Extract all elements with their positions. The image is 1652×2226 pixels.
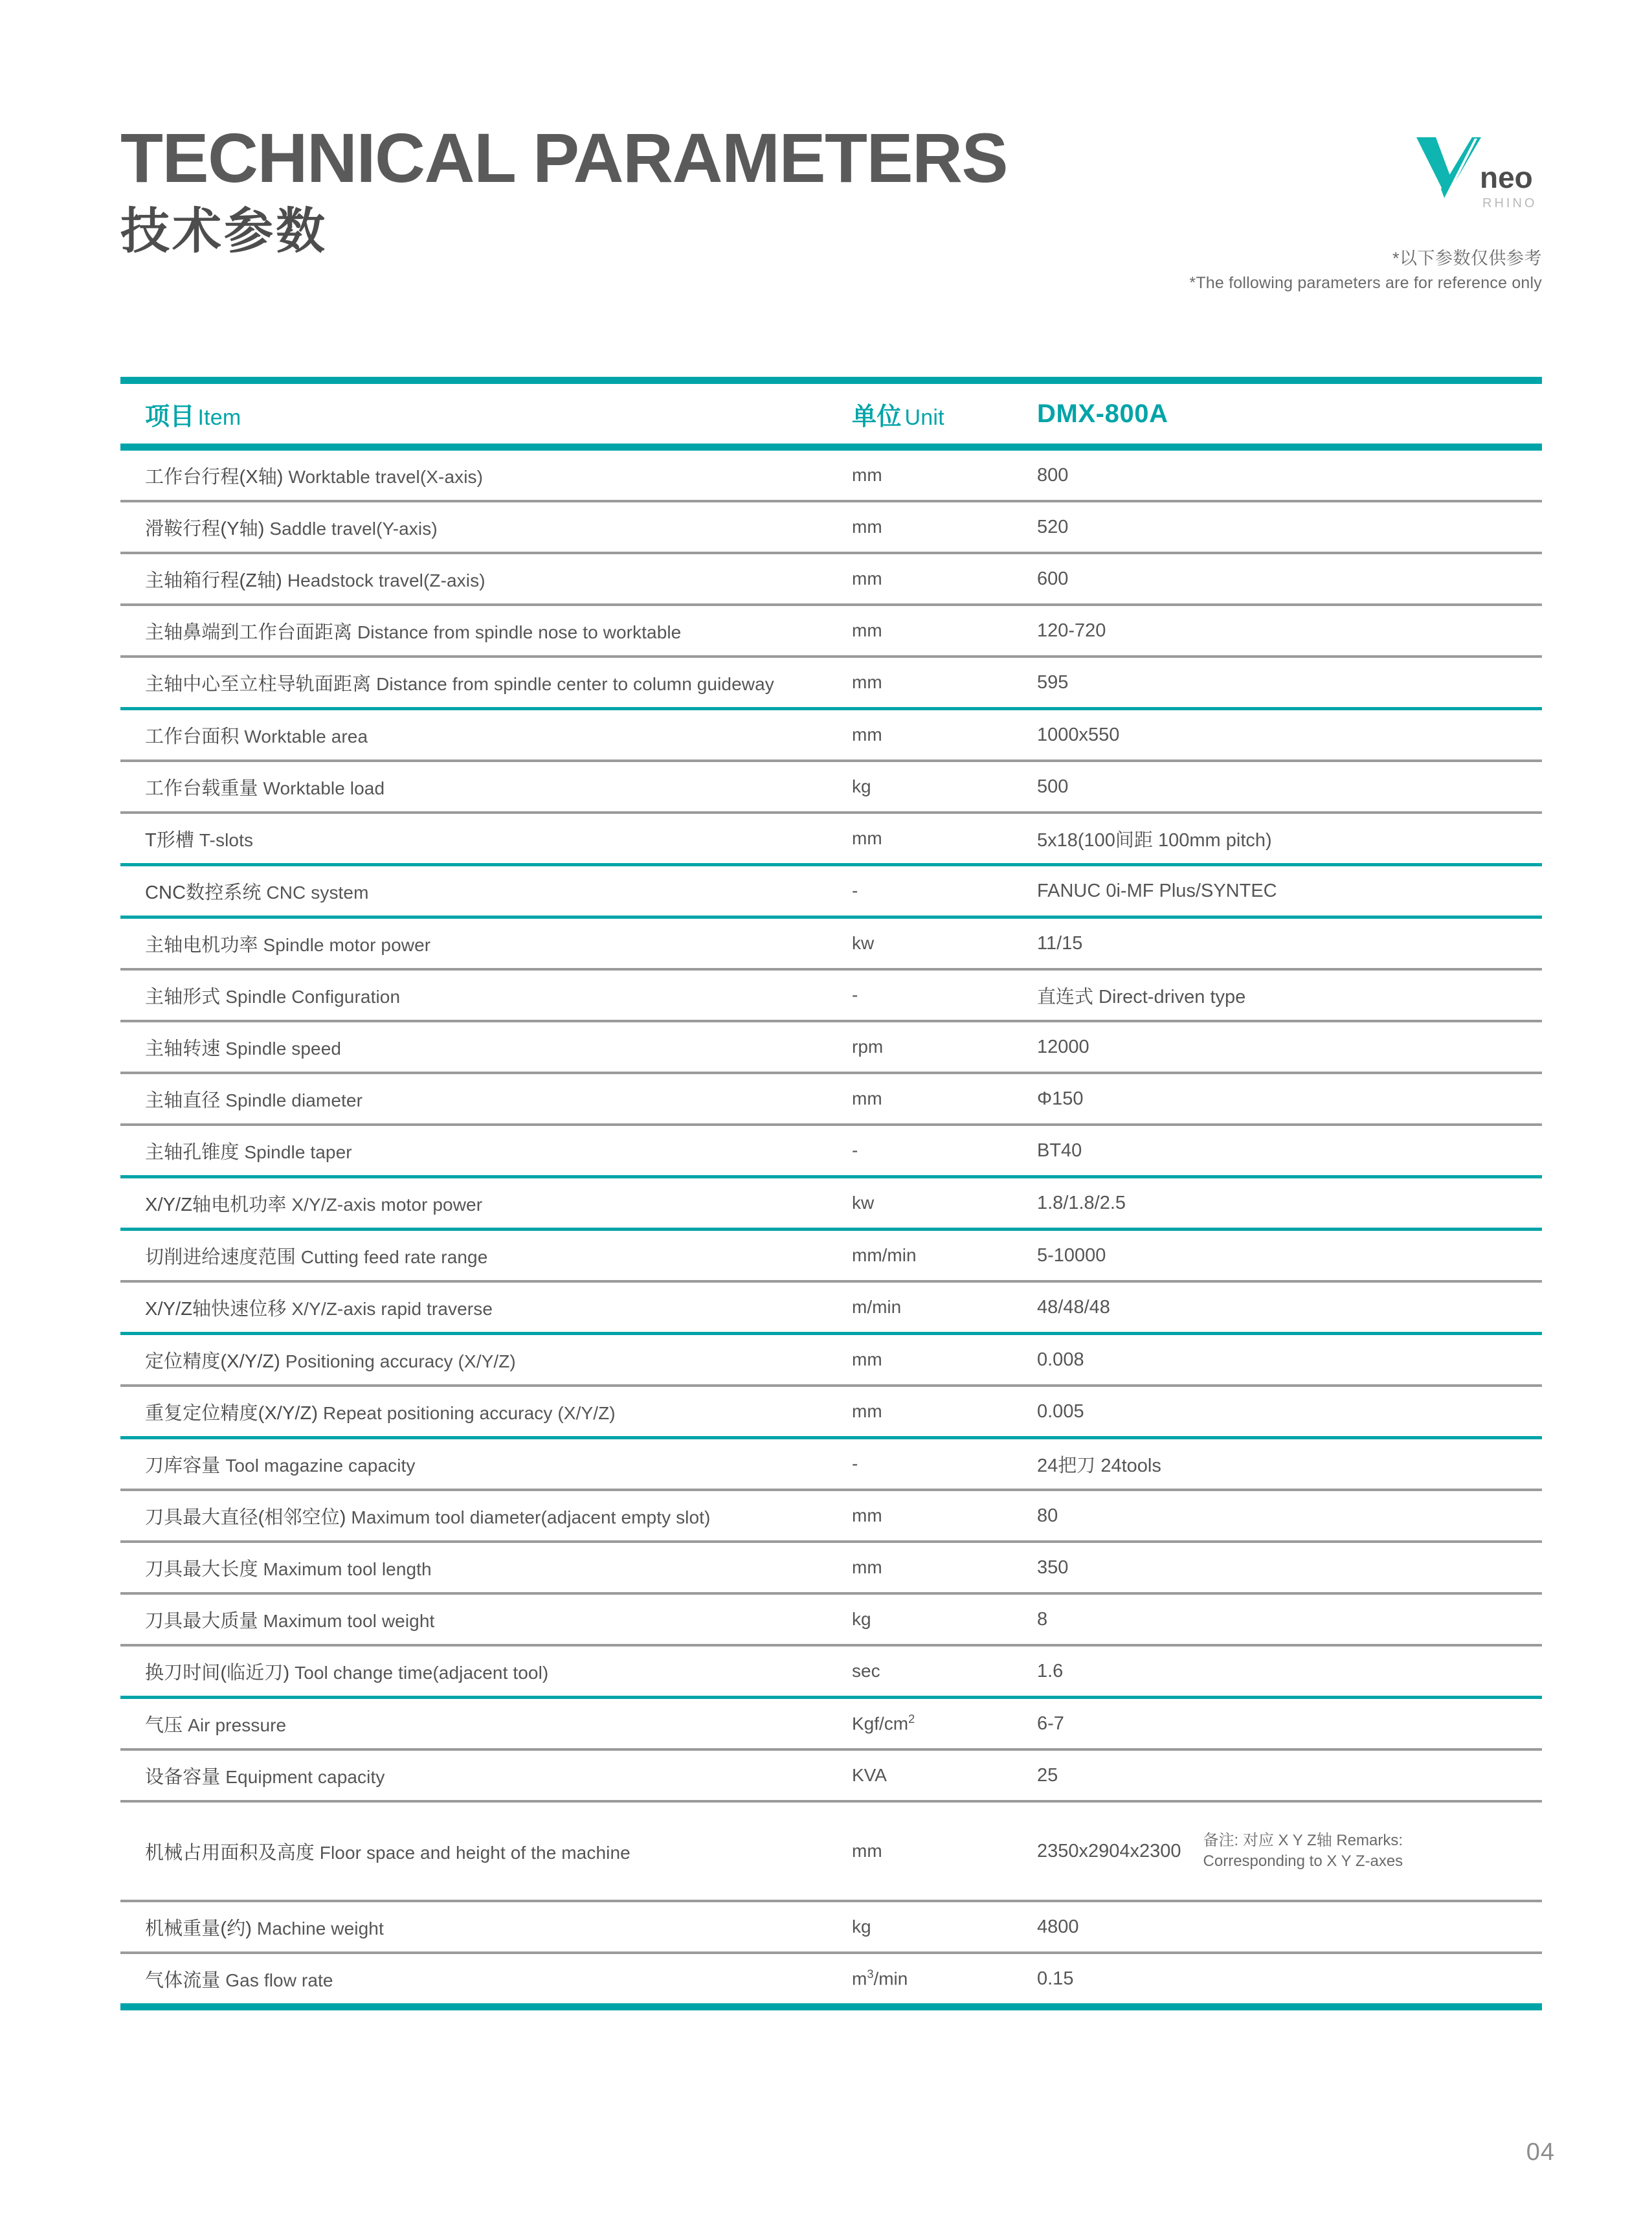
row-item-label-en: X/Y/Z-axis rapid traverse (286, 1298, 493, 1319)
row-unit-value: - (852, 1140, 858, 1160)
row-item-label-cn: 气压 (145, 1714, 183, 1736)
row-item-label-cn: 刀库容量 (145, 1455, 221, 1476)
page-title-en: TECHNICAL PARAMETERS (120, 118, 1008, 197)
table-row (120, 1699, 1542, 1748)
row-item-label (145, 1914, 852, 1940)
table-row (120, 1954, 1542, 2003)
table-row (120, 1335, 1542, 1384)
row-model-value-text: 8 (1037, 1608, 1048, 1630)
row-item-label-en: Maximum tool length (258, 1558, 432, 1579)
row-item-label-cn: X/Y/Z轴快速位移 (145, 1298, 287, 1320)
row-unit-value: - (852, 1454, 858, 1474)
row-unit-value: mm (852, 620, 882, 640)
row-unit-value: kg (852, 776, 871, 796)
row-item-label (145, 1966, 852, 1992)
row-item-label (145, 1190, 852, 1217)
row-unit-value: m/min (852, 1297, 902, 1317)
row-item-label (145, 774, 852, 800)
row-item-label-cn: 重复定位精度(X/Y/Z) (145, 1402, 318, 1424)
row-item-label (145, 669, 852, 696)
row-model-value-text: 520 (1037, 516, 1069, 537)
row-unit-value: sec (852, 1661, 880, 1681)
row-item-label-en: Spindle taper (239, 1141, 352, 1162)
row-item-label-cn: 机械占用面积及高度 (145, 1842, 315, 1863)
row-unit-value: mm (852, 828, 882, 848)
row-model-value-text: FANUC 0i-MF Plus/SYNTEC (1037, 880, 1277, 901)
row-model-value-text: 24把刀 24tools (1037, 1455, 1161, 1476)
row-item-label-en: Floor space and height of the machine (314, 1842, 631, 1863)
row-item-label-cn: 主轴转速 (145, 1038, 221, 1059)
row-model-value-text: 800 (1037, 464, 1069, 486)
row-model-value (1037, 1917, 1542, 1938)
row-item-label (145, 982, 852, 1009)
row-item-label (145, 1555, 852, 1581)
row-model-value-text: 48/48/48 (1037, 1296, 1110, 1318)
row-model-value (1037, 1830, 1542, 1872)
table-row (120, 762, 1542, 811)
row-model-value-text: 0.005 (1037, 1400, 1084, 1422)
row-model-value-text: 1.8/1.8/2.5 (1037, 1192, 1126, 1213)
row-item-label-en: T-slots (194, 829, 254, 850)
row-model-value (1037, 1401, 1542, 1422)
table-row (120, 502, 1542, 552)
row-model-value (1037, 1661, 1542, 1682)
row-model-value (1037, 826, 1542, 852)
row-item-label-cn: 主轴中心至立柱导轨面距离 (145, 673, 372, 695)
reference-note-en: *The following parameters are for reference only (1189, 274, 1542, 293)
row-item-label-en: Cutting feed rate range (295, 1246, 488, 1267)
row-model-value-text: 6-7 (1037, 1713, 1064, 1734)
row-unit-value: mm/min (852, 1245, 917, 1265)
row-model-value (1037, 1037, 1542, 1058)
row-model-value-text: 600 (1037, 568, 1069, 589)
parameters-table (120, 377, 1542, 2010)
table-row (120, 1283, 1542, 1332)
svg-text:neo: neo (1480, 161, 1533, 194)
row-model-value (1037, 1505, 1542, 1527)
row-model-value-text: 2350x2904x2300 (1037, 1840, 1181, 1861)
row-unit-value: mm (852, 568, 882, 589)
column-header-unit (852, 396, 1037, 432)
column-header-model-label: DMX-800A (1037, 399, 1168, 428)
row-item-label (145, 878, 852, 905)
row-item-label-cn: 工作台面积 (145, 726, 240, 747)
table-row (120, 1126, 1542, 1175)
table-row (120, 710, 1542, 759)
row-item-label-en: Spindle Configuration (220, 986, 401, 1007)
svg-text:RHINO: RHINO (1482, 196, 1537, 210)
row-item-label (145, 1762, 852, 1789)
reference-note (1189, 246, 1542, 296)
row-unit-value: Kgf/$cm^2$ (852, 1713, 915, 1734)
row-model-value-text: 1.6 (1037, 1660, 1064, 1681)
row-item-label-cn: 主轴孔锥度 (145, 1141, 240, 1163)
row-model-value (1037, 568, 1542, 590)
row-model-value-text: 120-720 (1037, 620, 1106, 641)
row-item-label-cn: 机械重量(约) (145, 1918, 252, 1939)
row-unit-value: mm (852, 672, 882, 692)
row-item-label-cn: X/Y/Z轴电机功率 (145, 1194, 287, 1215)
table-row (120, 1647, 1542, 1696)
row-model-value (1037, 1609, 1542, 1630)
row-item-label-cn: T形槽 (145, 829, 195, 851)
table-row (120, 1439, 1542, 1489)
table-row (120, 451, 1542, 500)
row-item-label-en: Positioning accuracy (X/Y/Z) (280, 1351, 516, 1371)
row-unit-value: rpm (852, 1037, 884, 1057)
column-header-model (1037, 399, 1542, 429)
row-item-label-en: Headstock travel(Z-axis) (282, 570, 486, 590)
row-item-label-en: Saddle travel(Y-axis) (264, 518, 438, 539)
row-item-label (145, 462, 852, 489)
row-item-label-cn: 设备容量 (145, 1766, 221, 1788)
row-unit-value: - (852, 985, 858, 1005)
row-model-value-text: 0.15 (1037, 1968, 1074, 1989)
row-item-label-en: Maximum tool diameter(adjacent empty slot) (346, 1507, 711, 1527)
row-unit-value: $m^3/\min$ (852, 1968, 908, 1989)
row-item-label-cn: 刀具最大直径(相邻空位) (145, 1507, 346, 1528)
row-item-label-cn: 换刀时间(临近刀) (145, 1662, 290, 1683)
table-row (120, 1803, 1542, 1900)
row-item-label-en: Maximum tool weight (258, 1610, 435, 1631)
row-item-label (145, 1399, 852, 1425)
row-item-label-cn: CNC数控系统 (145, 882, 262, 903)
row-model-value-text: 5x18(100间距 100mm pitch) (1037, 829, 1272, 851)
row-model-value (1037, 1193, 1542, 1214)
row-item-label (145, 1294, 852, 1321)
row-item-label-en: Spindle motor power (258, 934, 431, 955)
table-row (120, 1074, 1542, 1123)
row-item-label (145, 1242, 852, 1269)
table-row (120, 866, 1542, 916)
row-model-value-text: 350 (1037, 1557, 1069, 1578)
row-item-label (145, 930, 852, 957)
row-model-value (1037, 1557, 1542, 1579)
row-item-label-cn: 工作台行程(X轴) (145, 466, 284, 488)
row-model-value (1037, 1140, 1542, 1162)
row-item-label-cn: 切削进给速度范围 (145, 1246, 296, 1268)
row-item-label-en: Equipment capacity (220, 1766, 385, 1787)
row-item-label (145, 1451, 852, 1478)
row-item-label (145, 1658, 852, 1685)
row-item-label-en: Repeat positioning accuracy (X/Y/Z) (318, 1402, 616, 1423)
row-item-label-cn: 定位精度(X/Y/Z) (145, 1351, 280, 1372)
row-item-label-en: Spindle speed (220, 1038, 342, 1059)
table-row (120, 1387, 1542, 1436)
row-model-value-text: 595 (1037, 671, 1069, 693)
column-header-unit-cn: 单位 (852, 403, 902, 431)
row-unit-value: mm (852, 1557, 882, 1577)
row-model-value-text: 25 (1037, 1764, 1058, 1786)
table-row (120, 1751, 1542, 1800)
row-item-label (145, 1606, 852, 1633)
row-item-label-en: Tool change time(adjacent tool) (289, 1662, 549, 1683)
row-item-label-en: Distance from spindle nose to worktable (352, 622, 682, 642)
row-item-label (145, 566, 852, 592)
column-header-item-en: Item (197, 405, 241, 430)
row-model-value (1037, 1297, 1542, 1318)
row-model-value (1037, 465, 1542, 486)
table-top-rule (120, 377, 1542, 384)
row-item-label-en: Worktable load (258, 778, 385, 798)
row-item-label (145, 1034, 852, 1061)
table-row (120, 1595, 1542, 1644)
row-model-value (1037, 517, 1542, 538)
table-row (120, 1178, 1542, 1228)
row-model-value-text: 5-10000 (1037, 1244, 1106, 1266)
table-row (120, 554, 1542, 603)
row-item-label-en: X/Y/Z-axis motor power (286, 1194, 483, 1215)
row-model-value (1037, 881, 1542, 902)
row-unit-value: - (852, 881, 858, 901)
row-item-label-cn: 主轴鼻端到工作台面距离 (145, 622, 353, 643)
row-item-label (145, 1086, 852, 1112)
row-unit-value: mm (852, 465, 882, 485)
row-item-label-en: Machine weight (252, 1918, 384, 1939)
row-item-label (145, 1503, 852, 1529)
row-item-label-cn: 主轴直径 (145, 1090, 221, 1111)
row-item-label (145, 722, 852, 748)
row-model-value-text: Φ150 (1037, 1088, 1084, 1109)
row-item-label (145, 1347, 852, 1373)
row-model-value (1037, 620, 1542, 642)
row-item-label-en: Distance from spindle center to column guideway (371, 673, 774, 694)
row-model-value (1037, 1245, 1542, 1266)
row-item-label (145, 1711, 852, 1737)
row-item-label-cn: 气体流量 (145, 1970, 221, 1991)
row-remarks: 备注: 对应 X Y Z轴 Remarks: Corresponding to X Y Z-axes (1203, 1831, 1403, 1870)
table-body (120, 451, 1542, 2003)
row-item-label-en: CNC system (261, 882, 369, 903)
page-header (120, 118, 1542, 337)
row-unit-value: kw (852, 1193, 875, 1213)
table-row (120, 1491, 1542, 1540)
row-model-value-text: 500 (1037, 776, 1069, 797)
table-header-row (120, 384, 1542, 444)
row-model-value (1037, 776, 1542, 798)
row-item-label (145, 826, 852, 852)
row-unit-value: kg (852, 1917, 871, 1937)
table-row (120, 1902, 1542, 1951)
table-row (120, 1022, 1542, 1072)
page-title-cn: 技术参数 (120, 204, 328, 259)
row-model-value (1037, 1968, 1542, 1990)
row-model-value-text: 11/15 (1037, 932, 1083, 954)
row-model-value-text: 1000x550 (1037, 724, 1120, 745)
row-item-label (145, 1138, 852, 1164)
table-bottom-rule (120, 2003, 1542, 2010)
row-item-label-cn: 主轴形式 (145, 986, 221, 1007)
row-item-label-en: Gas flow rate (220, 1970, 333, 1990)
row-item-label (145, 618, 852, 644)
row-unit-value: kw (852, 933, 875, 953)
row-unit-value: KVA (852, 1765, 887, 1785)
column-header-unit-en: Unit (904, 405, 944, 430)
column-header-item (145, 396, 852, 432)
table-row (120, 1231, 1542, 1280)
row-unit-value: mm (852, 1505, 882, 1525)
row-unit-value: mm (852, 725, 882, 745)
row-item-label-en: Worktable area (239, 726, 368, 747)
row-model-value-text: 4800 (1037, 1916, 1079, 1937)
row-model-value-text: 12000 (1037, 1036, 1089, 1057)
column-header-item-cn: 项目 (145, 403, 195, 431)
table-row (120, 606, 1542, 655)
row-item-label-cn: 刀具最大长度 (145, 1558, 258, 1580)
row-model-value (1037, 672, 1542, 693)
page-number: 04 (1526, 2139, 1555, 2166)
row-item-label (145, 514, 852, 541)
row-item-label-en: Tool magazine capacity (220, 1455, 416, 1476)
table-row (120, 971, 1542, 1020)
row-unit-value: mm (852, 1088, 882, 1108)
row-unit-value: kg (852, 1609, 871, 1629)
row-model-value (1037, 933, 1542, 954)
row-item-label-cn: 工作台载重量 (145, 778, 258, 799)
row-unit-value: mm (852, 1841, 882, 1861)
row-model-value-text: 0.008 (1037, 1349, 1084, 1370)
table-row (120, 919, 1542, 968)
table-row (120, 1543, 1542, 1592)
table-row (120, 814, 1542, 863)
row-item-label-cn: 主轴电机功率 (145, 934, 258, 956)
row-model-value-text: 直连式 Direct-driven type (1037, 986, 1246, 1007)
reference-note-cn: *以下参数仅供参考 (1392, 249, 1542, 268)
row-model-value (1037, 1765, 1542, 1786)
row-model-value-text: BT40 (1037, 1140, 1082, 1161)
row-item-label (145, 1838, 852, 1865)
row-model-value (1037, 982, 1542, 1009)
row-model-value (1037, 1349, 1542, 1371)
row-item-label-en: Worktable travel(X-axis) (283, 466, 484, 487)
row-model-value (1037, 1713, 1542, 1735)
table-header-bottom-rule (120, 444, 1542, 451)
row-item-label-cn: 滑鞍行程(Y轴) (145, 518, 265, 539)
row-unit-value: mm (852, 517, 882, 537)
table-row (120, 658, 1542, 707)
row-unit-value: mm (852, 1349, 882, 1369)
row-item-label-en: Air pressure (183, 1714, 287, 1735)
vneo-rhino-logo-icon (1405, 132, 1541, 216)
row-model-value (1037, 1088, 1542, 1110)
row-model-value (1037, 725, 1542, 746)
row-item-label-cn: 刀具最大质量 (145, 1610, 258, 1632)
row-item-label-cn: 主轴箱行程(Z轴) (145, 570, 282, 591)
row-unit-value: mm (852, 1401, 882, 1421)
row-item-label-en: Spindle diameter (220, 1090, 363, 1110)
brand-logo (1405, 132, 1541, 216)
row-model-value (1037, 1451, 1542, 1478)
row-model-value-text: 80 (1037, 1505, 1058, 1526)
